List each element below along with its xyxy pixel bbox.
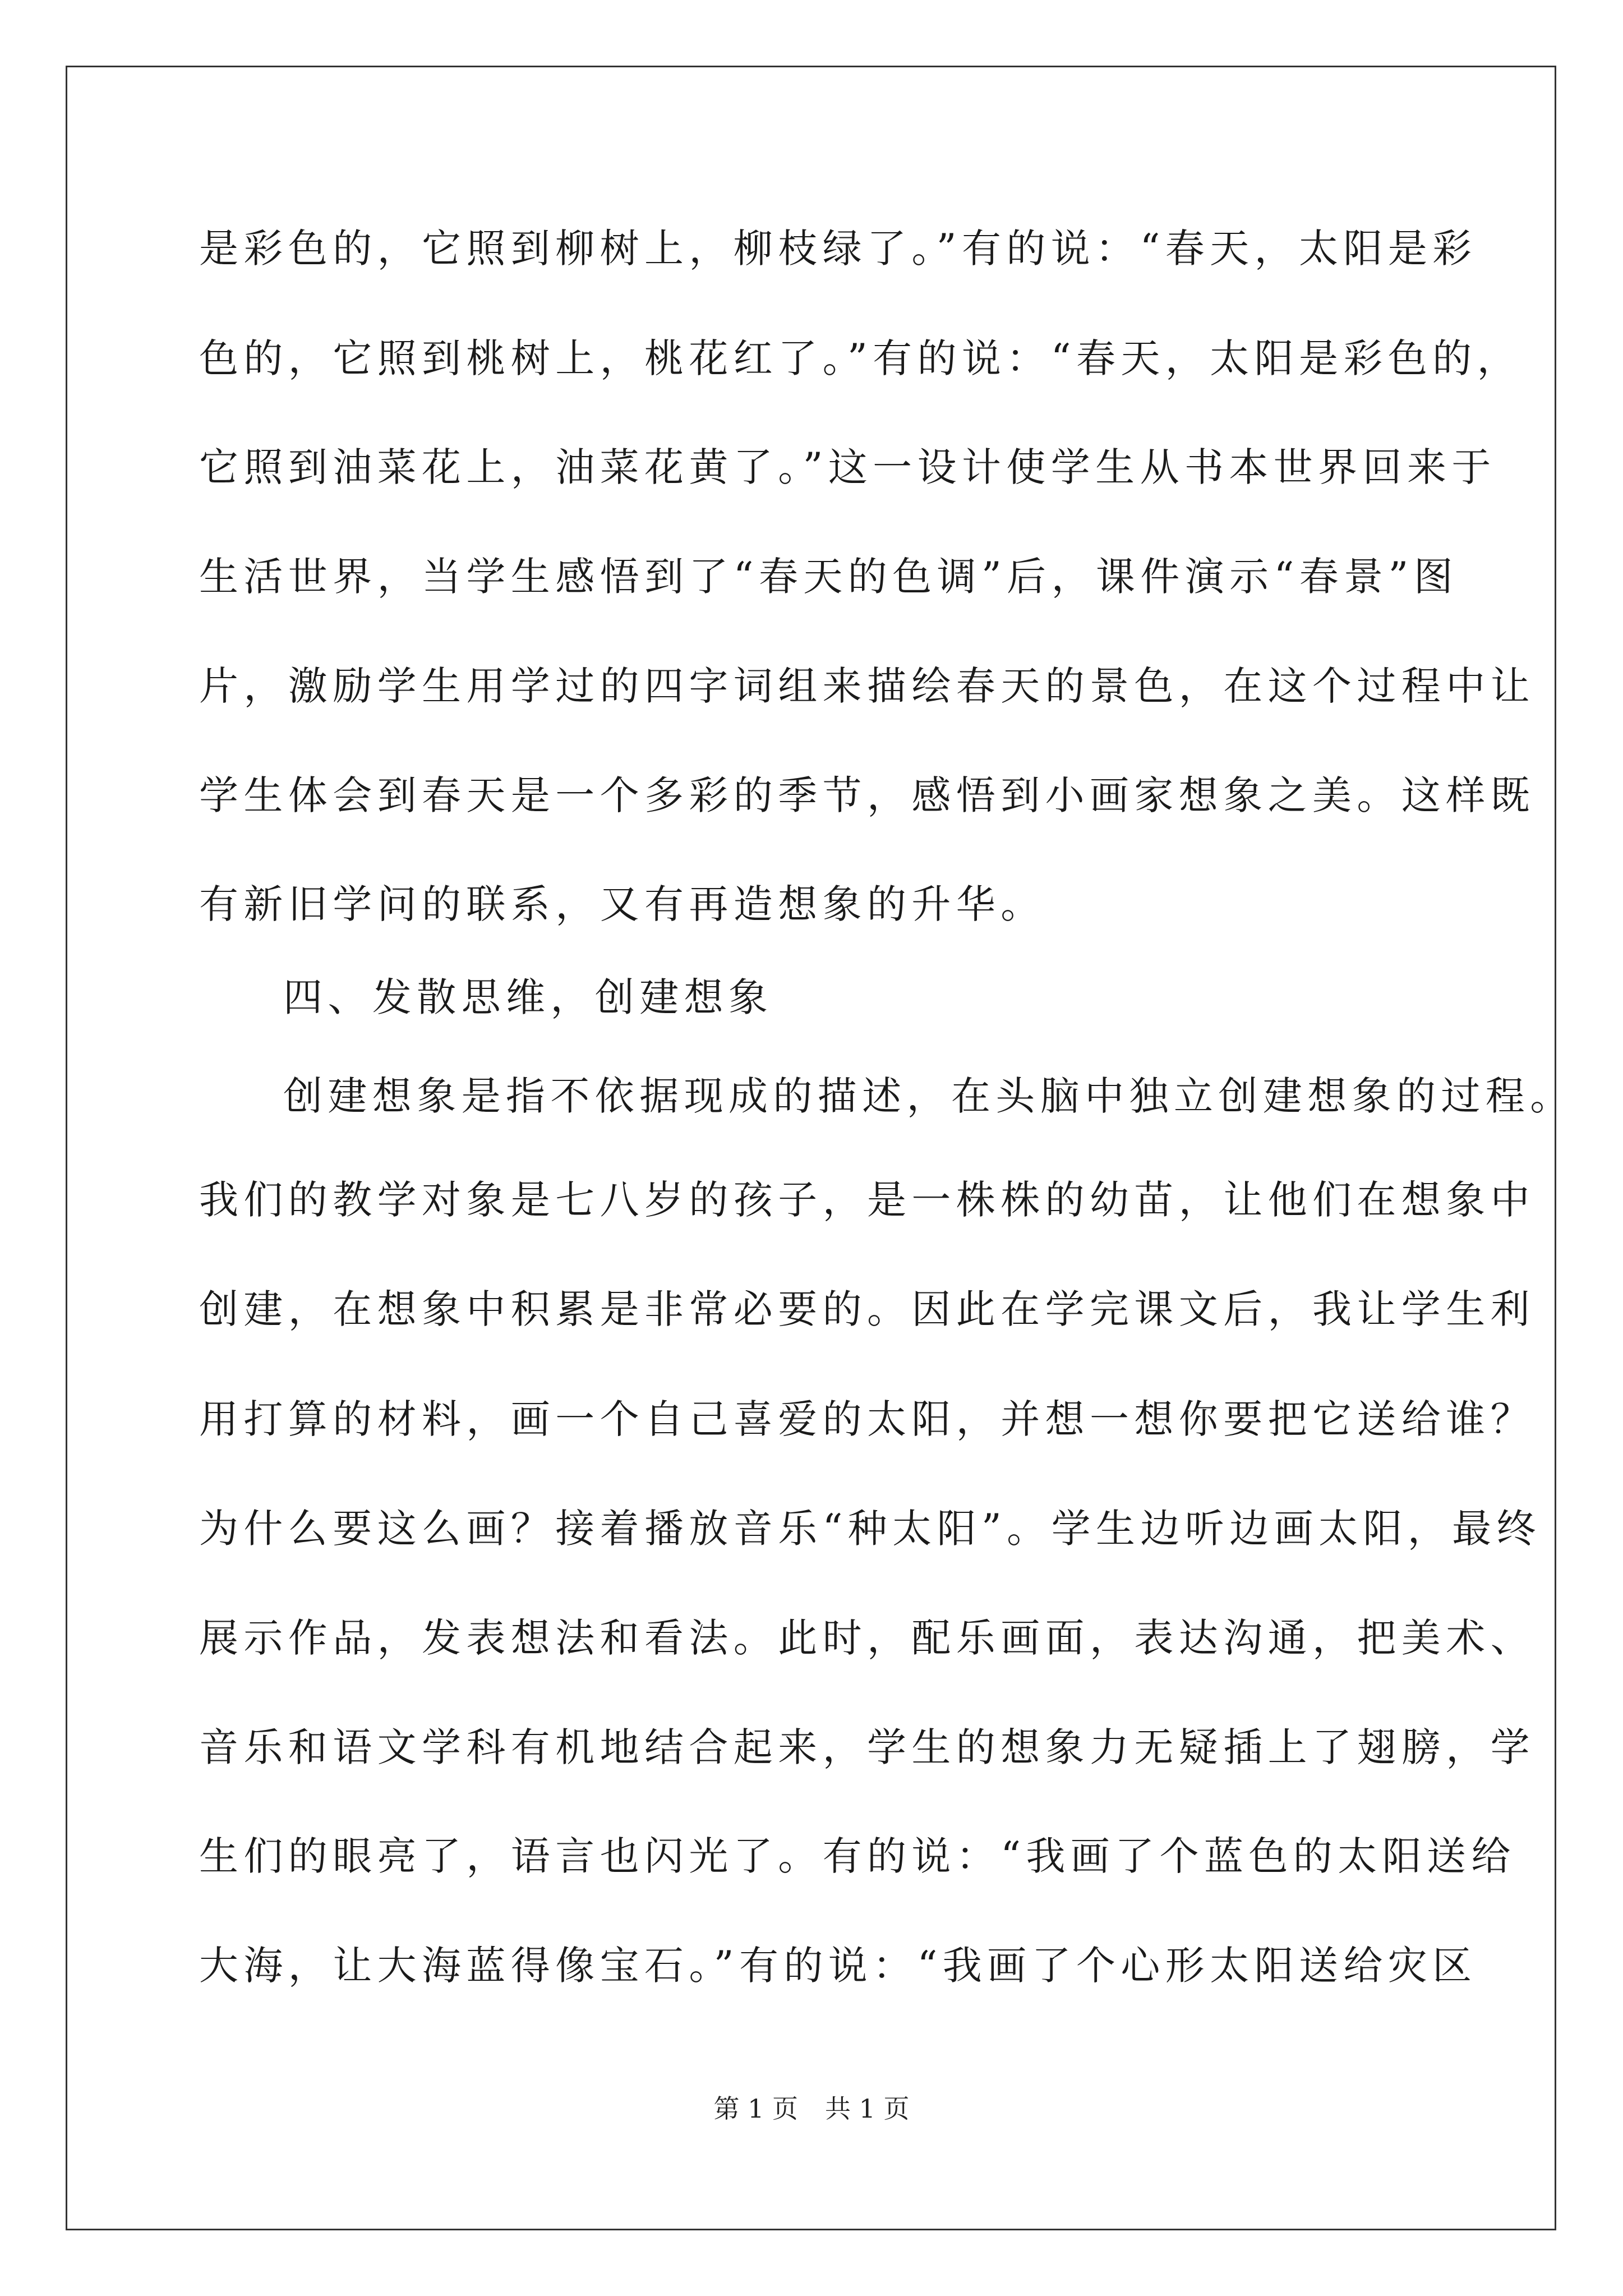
- body-line: 有新旧学问的联系，又有再造想象的升华。: [199, 881, 1045, 927]
- section-heading: 四、发散思维，创建想象: [283, 974, 773, 1020]
- page-number-current: 第 1 页: [713, 2093, 798, 2124]
- body-line: 为什么要这么画？接着播放音乐“种太阳”。学生边听边画太阳，最终: [199, 1506, 1541, 1552]
- page-number-total: 共 1 页: [825, 2093, 910, 2124]
- body-line: 大海，让大海蓝得像宝石。”有的说：“我画了个心形太阳送给灾区: [199, 1943, 1477, 1989]
- body-line: 用打算的材料，画一个自己喜爱的太阳，并想一想你要把它送给谁？: [199, 1396, 1535, 1442]
- body-line: 创建，在想象中积累是非常必要的。因此在学完课文后，我让学生利: [199, 1286, 1535, 1332]
- body-line: 我们的教学对象是七八岁的孩子，是一株株的幼苗，让他们在想象中: [199, 1177, 1535, 1223]
- body-line: 学生体会到春天是一个多彩的季节，感悟到小画家想象之美。这样既: [199, 772, 1535, 818]
- page-border: [66, 66, 1556, 2230]
- body-line: 它照到油菜花上，油菜花黄了。”这一设计使学生从书本世界回来于: [199, 444, 1496, 490]
- body-line: 色的，它照到桃树上，桃花红了。”有的说：“春天，太阳是彩色的，: [199, 335, 1521, 381]
- body-line: 音乐和语文学科有机地结合起来，学生的想象力无疑插上了翅膀，学: [199, 1724, 1535, 1770]
- body-line: 生活世界，当学生感悟到了“春天的色调”后，课件演示“春景”图: [199, 554, 1459, 600]
- body-line: 展示作品，发表想法和看法。此时，配乐画面，表达沟通，把美术、: [199, 1615, 1535, 1661]
- body-line: 生们的眼亮了，语言也闪光了。有的说：“我画了个蓝色的太阳送给: [199, 1833, 1516, 1879]
- body-line: 片，激励学生用学过的四字词组来描绘春天的景色，在这个过程中让: [199, 663, 1535, 709]
- page-footer: [0, 2092, 1623, 2125]
- body-line: 创建想象是指不依据现成的描述，在头脑中独立创建想象的过程。: [283, 1073, 1575, 1119]
- body-line: 是彩色的，它照到柳树上，柳枝绿了。”有的说：“春天，太阳是彩: [199, 226, 1477, 272]
